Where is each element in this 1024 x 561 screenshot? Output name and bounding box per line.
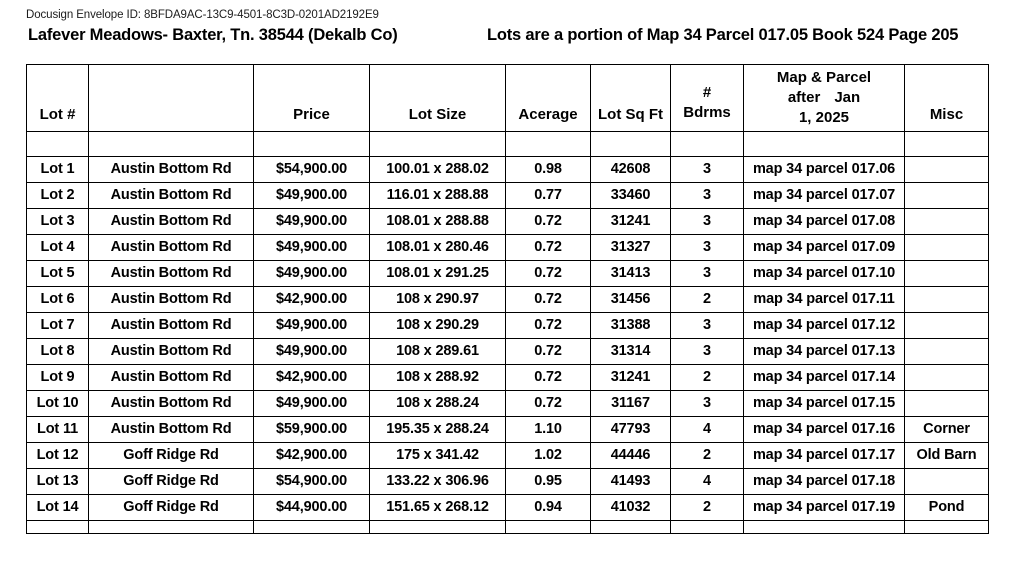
cell-price: $42,900.00 (254, 443, 370, 469)
cell-price: $54,900.00 (254, 157, 370, 183)
cell-acreage: 0.72 (506, 209, 591, 235)
cell-road: Goff Ridge Rd (89, 495, 254, 521)
col-header-map-parcel-line2: 1, 2025 (798, 109, 850, 127)
col-header-price: Price (254, 65, 370, 132)
lot-table-container (26, 64, 988, 534)
cell-bedrooms: 3 (671, 209, 744, 235)
col-header-lot-sq-ft: Lot Sq Ft (591, 65, 671, 132)
cell-road: Austin Bottom Rd (89, 209, 254, 235)
cell-bedrooms: 3 (671, 235, 744, 261)
cell-acreage: 0.72 (506, 235, 591, 261)
cell-lot-number: Lot 12 (27, 443, 89, 469)
col-header-lot-size: Lot Size (370, 65, 506, 132)
cell-lot-size: 116.01 x 288.88 (370, 183, 506, 209)
spacer-cell (254, 132, 370, 157)
cell-lot-sq-ft: 31413 (591, 261, 671, 287)
cell-map-parcel: map 34 parcel 017.13 (744, 339, 905, 365)
cell-map-parcel: map 34 parcel 017.15 (744, 391, 905, 417)
cell-lot-size: 108.01 x 280.46 (370, 235, 506, 261)
table-row (27, 313, 989, 339)
cell-lot-number: Lot 13 (27, 469, 89, 495)
cell-road: Austin Bottom Rd (89, 235, 254, 261)
cell-map-parcel: map 34 parcel 017.07 (744, 183, 905, 209)
cell-lot-size: 108.01 x 288.88 (370, 209, 506, 235)
cell-bedrooms: 4 (671, 417, 744, 443)
cell-price: $49,900.00 (254, 209, 370, 235)
cell-acreage: 0.72 (506, 313, 591, 339)
cell-acreage: 0.72 (506, 287, 591, 313)
cell-lot-size: 133.22 x 306.96 (370, 469, 506, 495)
cell-lot-sq-ft: 31241 (591, 365, 671, 391)
cell-lot-sq-ft: 42608 (591, 157, 671, 183)
cell-price: $49,900.00 (254, 183, 370, 209)
cell-misc (905, 157, 989, 183)
table-row (27, 261, 989, 287)
spacer-cell (506, 132, 591, 157)
cell-bedrooms: 2 (671, 443, 744, 469)
col-header-bedrooms (671, 65, 744, 132)
cell-price: $49,900.00 (254, 235, 370, 261)
cell-misc: Pond (905, 495, 989, 521)
cell-misc (905, 235, 989, 261)
cell-acreage: 1.02 (506, 443, 591, 469)
cell-lot-size: 108 x 290.29 (370, 313, 506, 339)
cell-acreage: 0.72 (506, 339, 591, 365)
cell-bedrooms: 3 (671, 339, 744, 365)
cell-map-parcel: map 34 parcel 017.06 (744, 157, 905, 183)
spacer-cell (744, 521, 905, 534)
cell-misc (905, 391, 989, 417)
cell-lot-size: 151.65 x 268.12 (370, 495, 506, 521)
cell-misc (905, 313, 989, 339)
cell-lot-number: Lot 11 (27, 417, 89, 443)
cell-map-parcel: map 34 parcel 017.10 (744, 261, 905, 287)
spacer-cell (905, 521, 989, 534)
col-header-lot-number: Lot # (27, 65, 89, 132)
cell-lot-number: Lot 6 (27, 287, 89, 313)
col-header-bedrooms-line1: # (702, 83, 712, 101)
table-row (27, 417, 989, 443)
cell-bedrooms: 4 (671, 469, 744, 495)
table-row (27, 157, 989, 183)
spacer-cell (89, 521, 254, 534)
col-header-misc: Misc (905, 65, 989, 132)
cell-lot-sq-ft: 31167 (591, 391, 671, 417)
cell-lot-size: 108 x 290.97 (370, 287, 506, 313)
cell-road: Austin Bottom Rd (89, 339, 254, 365)
spacer-cell (89, 132, 254, 157)
cell-lot-number: Lot 14 (27, 495, 89, 521)
cell-map-parcel: map 34 parcel 017.14 (744, 365, 905, 391)
cell-lot-number: Lot 1 (27, 157, 89, 183)
cell-price: $54,900.00 (254, 469, 370, 495)
col-header-bedrooms-line2: Bdrms (683, 103, 731, 121)
spacer-cell (370, 521, 506, 534)
table-row (27, 495, 989, 521)
cell-bedrooms: 2 (671, 287, 744, 313)
cell-price: $44,900.00 (254, 495, 370, 521)
page-title: Lafever Meadows- Baxter, Tn. 38544 (Dekalb Co) (28, 26, 398, 44)
cell-lot-number: Lot 2 (27, 183, 89, 209)
cell-misc (905, 339, 989, 365)
cell-misc (905, 261, 989, 287)
col-header-acreage: Acerage (506, 65, 591, 132)
cell-lot-size: 108 x 288.92 (370, 365, 506, 391)
spacer-cell (905, 132, 989, 157)
cell-lot-size: 100.01 x 288.02 (370, 157, 506, 183)
cell-map-parcel: map 34 parcel 017.19 (744, 495, 905, 521)
cell-lot-sq-ft: 31314 (591, 339, 671, 365)
cell-road: Austin Bottom Rd (89, 391, 254, 417)
cell-misc (905, 365, 989, 391)
cell-bedrooms: 2 (671, 365, 744, 391)
cell-map-parcel: map 34 parcel 017.11 (744, 287, 905, 313)
cell-bedrooms: 2 (671, 495, 744, 521)
cell-price: $42,900.00 (254, 287, 370, 313)
cell-price: $49,900.00 (254, 391, 370, 417)
cell-acreage: 0.95 (506, 469, 591, 495)
col-header-map-parcel-line1 (746, 68, 902, 109)
cell-lot-size: 175 x 341.42 (370, 443, 506, 469)
cell-lot-size: 108 x 289.61 (370, 339, 506, 365)
document-header (0, 26, 1024, 52)
cell-misc (905, 287, 989, 313)
cell-acreage: 0.77 (506, 183, 591, 209)
lot-table (26, 64, 989, 534)
cell-map-parcel: map 34 parcel 017.08 (744, 209, 905, 235)
cell-price: $49,900.00 (254, 339, 370, 365)
col-header-map-parcel-jan: Jan (834, 88, 861, 106)
cell-lot-size: 108 x 288.24 (370, 391, 506, 417)
cell-price: $42,900.00 (254, 365, 370, 391)
cell-lot-sq-ft: 47793 (591, 417, 671, 443)
cell-road: Austin Bottom Rd (89, 261, 254, 287)
page-subtitle: Lots are a portion of Map 34 Parcel 017.05 Book 524 Page 205 (487, 26, 959, 44)
footer-spacer-row (27, 521, 989, 534)
cell-lot-sq-ft: 44446 (591, 443, 671, 469)
cell-misc: Old Barn (905, 443, 989, 469)
cell-acreage: 0.98 (506, 157, 591, 183)
cell-road: Austin Bottom Rd (89, 183, 254, 209)
cell-lot-number: Lot 10 (27, 391, 89, 417)
spacer-cell (744, 132, 905, 157)
table-row (27, 287, 989, 313)
cell-map-parcel: map 34 parcel 017.12 (744, 313, 905, 339)
cell-acreage: 0.72 (506, 365, 591, 391)
cell-acreage: 0.94 (506, 495, 591, 521)
table-row (27, 391, 989, 417)
cell-lot-number: Lot 3 (27, 209, 89, 235)
spacer-cell (591, 521, 671, 534)
cell-road: Austin Bottom Rd (89, 313, 254, 339)
cell-road: Goff Ridge Rd (89, 443, 254, 469)
cell-lot-number: Lot 5 (27, 261, 89, 287)
spacer-cell (254, 521, 370, 534)
lot-table-head (27, 65, 989, 157)
table-row (27, 183, 989, 209)
cell-lot-sq-ft: 31388 (591, 313, 671, 339)
cell-price: $49,900.00 (254, 261, 370, 287)
spacer-cell (370, 132, 506, 157)
cell-lot-number: Lot 9 (27, 365, 89, 391)
table-row (27, 235, 989, 261)
spacer-cell (671, 521, 744, 534)
cell-price: $59,900.00 (254, 417, 370, 443)
cell-misc (905, 183, 989, 209)
col-header-map-parcel-text: Map & Parcel after (776, 68, 872, 106)
cell-road: Austin Bottom Rd (89, 417, 254, 443)
cell-lot-sq-ft: 31327 (591, 235, 671, 261)
header-row (27, 65, 989, 132)
cell-lot-sq-ft: 31456 (591, 287, 671, 313)
cell-price: $49,900.00 (254, 313, 370, 339)
cell-lot-sq-ft: 33460 (591, 183, 671, 209)
cell-lot-sq-ft: 41032 (591, 495, 671, 521)
cell-acreage: 0.72 (506, 261, 591, 287)
table-row (27, 443, 989, 469)
lot-table-foot (27, 521, 989, 534)
cell-acreage: 1.10 (506, 417, 591, 443)
cell-lot-size: 195.35 x 288.24 (370, 417, 506, 443)
table-row (27, 209, 989, 235)
cell-bedrooms: 3 (671, 261, 744, 287)
cell-map-parcel: map 34 parcel 017.17 (744, 443, 905, 469)
cell-map-parcel: map 34 parcel 017.09 (744, 235, 905, 261)
cell-bedrooms: 3 (671, 313, 744, 339)
cell-map-parcel: map 34 parcel 017.18 (744, 469, 905, 495)
cell-lot-sq-ft: 41493 (591, 469, 671, 495)
table-row (27, 469, 989, 495)
cell-road: Austin Bottom Rd (89, 287, 254, 313)
table-row (27, 339, 989, 365)
cell-lot-number: Lot 4 (27, 235, 89, 261)
spacer-cell (506, 521, 591, 534)
cell-bedrooms: 3 (671, 157, 744, 183)
col-header-map-parcel (744, 65, 905, 132)
spacer-cell (591, 132, 671, 157)
spacer-cell (671, 132, 744, 157)
lot-table-body (27, 157, 989, 521)
header-spacer-row (27, 132, 989, 157)
cell-road: Austin Bottom Rd (89, 365, 254, 391)
cell-bedrooms: 3 (671, 183, 744, 209)
spacer-cell (27, 521, 89, 534)
spacer-cell (27, 132, 89, 157)
cell-bedrooms: 3 (671, 391, 744, 417)
docusign-envelope-id: Docusign Envelope ID: 8BFDA9AC-13C9-4501-8C3D-0201AD2192E9 (26, 9, 379, 21)
cell-lot-number: Lot 8 (27, 339, 89, 365)
cell-map-parcel: map 34 parcel 017.16 (744, 417, 905, 443)
cell-lot-size: 108.01 x 291.25 (370, 261, 506, 287)
col-header-road (89, 65, 254, 132)
cell-acreage: 0.72 (506, 391, 591, 417)
cell-misc (905, 469, 989, 495)
table-row (27, 365, 989, 391)
cell-misc: Corner (905, 417, 989, 443)
cell-lot-sq-ft: 31241 (591, 209, 671, 235)
cell-road: Goff Ridge Rd (89, 469, 254, 495)
cell-road: Austin Bottom Rd (89, 157, 254, 183)
cell-misc (905, 209, 989, 235)
cell-lot-number: Lot 7 (27, 313, 89, 339)
